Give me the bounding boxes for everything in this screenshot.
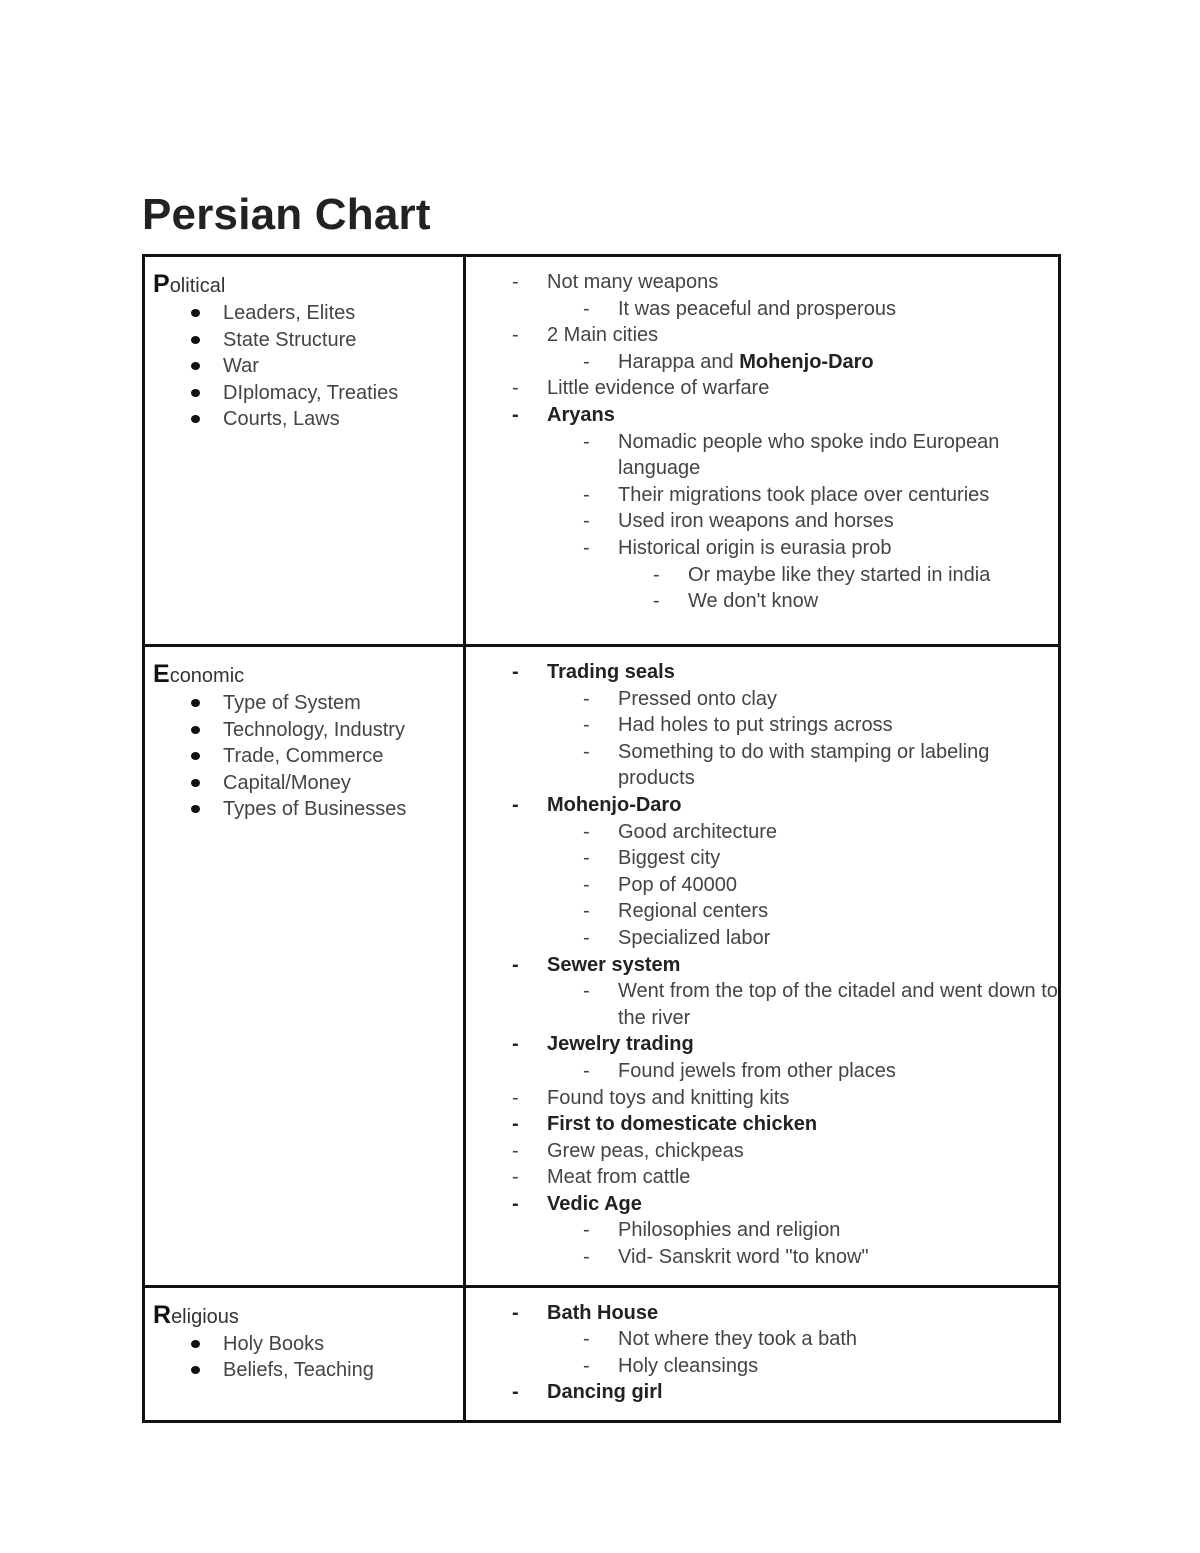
note-item	[466, 508, 1058, 535]
note-item	[466, 1300, 1058, 1327]
subtopic-label: War	[223, 355, 259, 378]
bullet-icon	[191, 362, 200, 370]
bullet-icon	[191, 699, 200, 707]
note-text: Grew peas, chickpeas	[547, 1139, 744, 1162]
dash-bullet-icon: -	[512, 661, 519, 683]
subtopic-item	[153, 406, 463, 433]
dash-bullet-icon: -	[583, 1246, 590, 1269]
note-text: Found toys and knitting kits	[547, 1086, 790, 1109]
dash-bullet-icon: -	[512, 403, 519, 426]
dash-bullet-icon: -	[653, 563, 660, 586]
note-item	[466, 686, 1058, 713]
note-text: Their migrations took place over centuries	[618, 483, 990, 506]
note-text: Nomadic people who spoke indo European language	[618, 430, 1000, 480]
dash-bullet-icon: -	[512, 271, 519, 293]
note-item	[466, 739, 1058, 792]
subtopic-item	[153, 1357, 463, 1384]
note-text: Vedic Age	[547, 1192, 642, 1215]
chart-row-political	[144, 256, 1060, 646]
note-item	[466, 1138, 1058, 1165]
note-item	[466, 588, 1058, 615]
note-text: We don't know	[688, 590, 819, 613]
subtopic-item	[153, 353, 463, 380]
dash-bullet-icon: -	[512, 1301, 519, 1324]
note-item	[466, 1111, 1058, 1138]
note-text: Harappa and	[618, 350, 740, 373]
subtopic-item	[153, 796, 463, 823]
chart-row-religious	[144, 1286, 1060, 1421]
subtopic-label: State Structure	[223, 328, 357, 351]
category-heading	[153, 271, 463, 300]
category-initial: R	[153, 1300, 172, 1329]
note-item	[466, 1191, 1058, 1218]
note-text: It was peaceful and prosperous	[618, 297, 896, 320]
note-item	[466, 296, 1058, 323]
dash-bullet-icon: -	[583, 1219, 590, 1242]
note-text: Pop of 40000	[618, 873, 737, 896]
note-emphasis: Mohenjo-Daro	[739, 350, 874, 373]
note-text: Vid- Sanskrit word "to know"	[618, 1246, 869, 1269]
dash-bullet-icon: -	[583, 1059, 590, 1082]
note-item	[466, 792, 1058, 819]
bullet-icon	[191, 805, 200, 813]
dash-bullet-icon: -	[583, 1328, 590, 1351]
bullet-icon	[191, 389, 200, 397]
category-initial: E	[153, 660, 170, 688]
subtopic-item	[153, 743, 463, 770]
category-cell	[144, 256, 465, 646]
dash-bullet-icon: -	[583, 430, 590, 453]
dash-bullet-icon: -	[512, 1381, 519, 1404]
note-item	[466, 1164, 1058, 1191]
subtopic-item	[153, 690, 463, 717]
dash-bullet-icon: -	[512, 793, 519, 816]
dash-bullet-icon: -	[512, 1139, 519, 1162]
dash-bullet-icon: -	[512, 953, 519, 976]
note-text: Biggest city	[618, 847, 721, 870]
subtopic-item	[153, 770, 463, 797]
note-item	[466, 712, 1058, 739]
subtopic-list	[153, 300, 463, 433]
subtopic-list	[153, 1331, 463, 1384]
note-item	[466, 1353, 1058, 1380]
dash-bullet-icon: -	[512, 1086, 519, 1109]
note-text: Not many weapons	[547, 271, 719, 293]
subtopic-label: Beliefs, Teaching	[223, 1359, 374, 1382]
note-text: 2 Main cities	[547, 324, 659, 347]
category-heading	[153, 661, 463, 690]
note-text: Used iron weapons and horses	[618, 510, 894, 533]
note-item	[466, 322, 1058, 349]
note-text: Historical origin is eurasia prob	[618, 536, 892, 559]
note-item	[466, 978, 1058, 1031]
note-item	[466, 1379, 1058, 1406]
page-title: Persian Chart	[142, 190, 431, 239]
bullet-icon	[191, 779, 200, 787]
note-text: Or maybe like they started in india	[688, 563, 991, 586]
bullet-icon	[191, 1340, 200, 1348]
note-text: Meat from cattle	[547, 1166, 691, 1189]
subtopic-label: Courts, Laws	[223, 408, 340, 431]
note-text: Mohenjo-Daro	[547, 793, 682, 816]
note-item	[466, 535, 1058, 562]
subtopic-label: Type of System	[223, 692, 361, 714]
dash-bullet-icon: -	[583, 510, 590, 533]
dash-bullet-icon: -	[583, 483, 590, 506]
subtopic-item	[153, 300, 463, 327]
category-cell	[144, 1286, 465, 1421]
category-heading	[153, 1302, 463, 1331]
note-item	[466, 952, 1058, 979]
dash-bullet-icon: -	[512, 324, 519, 347]
note-item	[466, 659, 1058, 686]
note-item	[466, 402, 1058, 429]
note-text: Dancing girl	[547, 1381, 663, 1404]
note-item	[466, 1217, 1058, 1244]
dash-bullet-icon: -	[583, 847, 590, 870]
category-cell	[144, 646, 465, 1287]
dash-bullet-icon: -	[583, 980, 590, 1003]
note-item	[466, 482, 1058, 509]
dash-bullet-icon: -	[583, 297, 590, 320]
note-item	[466, 562, 1058, 589]
subtopic-label: Trade, Commerce	[223, 745, 384, 768]
note-text: Something to do with stamping or labeling products	[618, 740, 990, 790]
note-item	[466, 1326, 1058, 1353]
note-text: Sewer system	[547, 953, 681, 976]
dash-bullet-icon: -	[583, 687, 590, 710]
subtopic-list	[153, 690, 463, 823]
note-item	[466, 269, 1058, 296]
note-item	[466, 845, 1058, 872]
bullet-icon	[191, 726, 200, 734]
note-text: Pressed onto clay	[618, 687, 777, 710]
dash-bullet-icon: -	[512, 1033, 519, 1056]
subtopic-label: Holy Books	[223, 1332, 325, 1355]
note-text: Had holes to put strings across	[618, 714, 893, 737]
bullet-icon	[191, 752, 200, 760]
subtopic-item	[153, 717, 463, 744]
bullet-icon	[191, 336, 200, 344]
subtopic-label: Types of Businesses	[223, 798, 407, 821]
dash-bullet-icon: -	[512, 1192, 519, 1215]
note-item	[466, 872, 1058, 899]
bullet-icon	[191, 309, 200, 317]
note-item	[466, 898, 1058, 925]
dash-bullet-icon: -	[583, 740, 590, 763]
persian-chart-table	[142, 254, 1061, 1423]
notes-cell	[465, 256, 1060, 646]
notes-cell	[465, 646, 1060, 1287]
note-text: Regional centers	[618, 900, 769, 923]
note-item	[466, 1244, 1058, 1271]
note-item	[466, 429, 1058, 482]
note-text: Went from the top of the citadel and went down to the river	[618, 980, 1058, 1029]
subtopic-label: DIplomacy, Treaties	[223, 381, 399, 404]
bullet-icon	[191, 1366, 200, 1374]
dash-bullet-icon: -	[583, 714, 590, 737]
note-text: Aryans	[547, 403, 615, 426]
subtopic-item	[153, 327, 463, 354]
dash-bullet-icon: -	[583, 926, 590, 949]
note-item	[466, 1058, 1058, 1085]
category-initial: P	[153, 270, 170, 298]
dash-bullet-icon: -	[583, 536, 590, 559]
dash-bullet-icon: -	[583, 350, 590, 373]
category-name: conomic	[169, 665, 245, 687]
dash-bullet-icon: -	[583, 873, 590, 896]
note-item	[466, 349, 1058, 376]
note-text: Holy cleansings	[618, 1354, 759, 1377]
note-text: Bath House	[547, 1301, 659, 1324]
note-item	[466, 1085, 1058, 1112]
bullet-icon	[191, 415, 200, 423]
subtopic-item	[153, 1331, 463, 1358]
dash-bullet-icon: -	[512, 377, 519, 400]
note-text: Philosophies and religion	[618, 1219, 841, 1242]
notes-cell	[465, 1286, 1060, 1421]
category-name: olitical	[169, 275, 226, 297]
dash-bullet-icon: -	[583, 820, 590, 843]
dash-bullet-icon: -	[583, 900, 590, 923]
note-text: Good architecture	[618, 820, 777, 843]
category-name: eligious	[171, 1305, 239, 1328]
note-text: Found jewels from other places	[618, 1059, 896, 1082]
note-item	[466, 1031, 1058, 1058]
dash-bullet-icon: -	[512, 1166, 519, 1189]
subtopic-label: Technology, Industry	[223, 718, 405, 741]
note-text: First to domesticate chicken	[547, 1113, 818, 1136]
note-text: Little evidence of warfare	[547, 377, 770, 400]
note-item	[466, 925, 1058, 952]
note-text: Trading seals	[547, 661, 675, 683]
subtopic-item	[153, 380, 463, 407]
chart-row-economic	[144, 646, 1060, 1287]
note-text: Jewelry trading	[547, 1033, 694, 1056]
dash-bullet-icon: -	[512, 1113, 519, 1136]
subtopic-label: Capital/Money	[223, 771, 351, 794]
dash-bullet-icon: -	[653, 590, 660, 613]
note-item	[466, 375, 1058, 402]
note-text: Specialized labor	[618, 926, 771, 949]
note-item	[466, 819, 1058, 846]
dash-bullet-icon: -	[583, 1354, 590, 1377]
note-text: Not where they took a bath	[618, 1328, 858, 1351]
subtopic-label: Leaders, Elites	[223, 302, 356, 324]
